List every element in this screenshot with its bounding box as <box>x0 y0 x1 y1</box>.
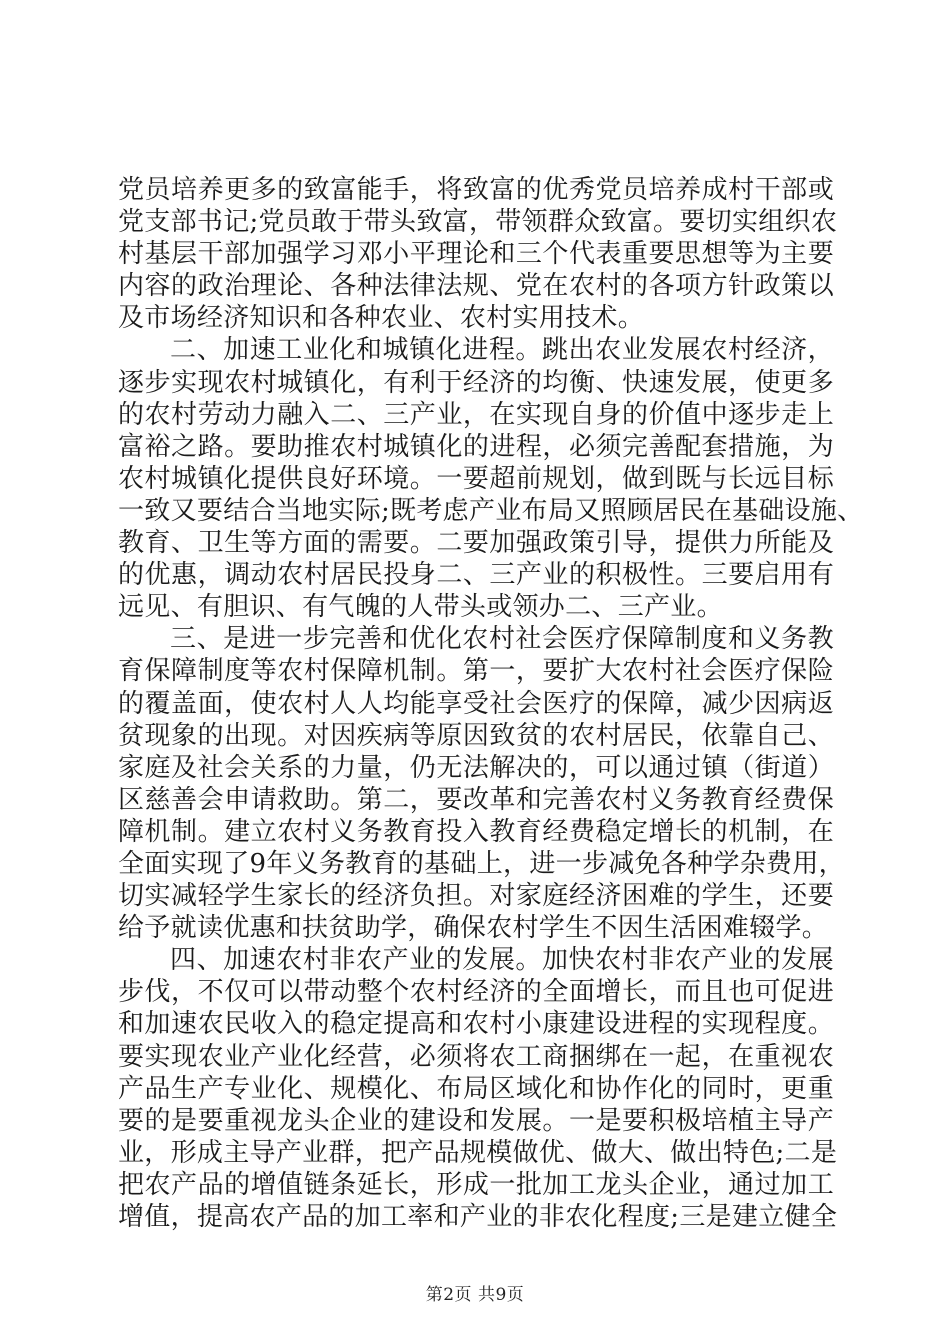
text-line: 要的是要重视龙头企业的建设和发展。一是要积极培植主导产 <box>118 1105 834 1136</box>
text-line: 要实现农业产业化经营，必须将农工商捆绑在一起，在重视农 <box>118 1041 834 1072</box>
text-line: 村基层干部加强学习邓小平理论和三个代表重要思想等为主要 <box>118 239 834 270</box>
text-line: 给予就读优惠和扶贫助学，确保农村学生不因生活困难辍学。 <box>118 913 829 944</box>
text-line: 步伐，不仅可以带动整个农村经济的全面增长，而且也可促进 <box>118 977 834 1008</box>
text-line: 区慈善会申请救助。第二，要改革和完善农村义务教育经费保 <box>118 784 834 815</box>
text-line: 的覆盖面，使农村人人均能享受社会医疗的保障，减少因病返 <box>118 688 834 719</box>
text-line: 贫现象的出现。对因疾病等原因致贫的农村居民，依靠自己、 <box>118 720 834 751</box>
paragraph-heading-line: 三、是进一步完善和优化农村社会医疗保障制度和义务教 <box>170 624 834 655</box>
text-line: 把农产品的增值链条延长，形成一批加工龙头企业，通过加工 <box>118 1169 834 1200</box>
text-line: 业，形成主导产业群，把产品规模做优、做大、做出特色;二是 <box>118 1137 838 1168</box>
text-line: 党支部书记;党员敢于带头致富，带领群众致富。要切实组织农 <box>118 207 838 238</box>
text-line: 和加速农民收入的稳定提高和农村小康建设进程的实现程度。 <box>118 1009 834 1040</box>
text-line: 育保障制度等农村保障机制。第一，要扩大农村社会医疗保险 <box>118 656 834 687</box>
text-line: 教育、卫生等方面的需要。二要加强政策引导，提供力所能及 <box>118 528 834 559</box>
text-line: 远见、有胆识、有气魄的人带头或领办二、三产业。 <box>118 592 723 623</box>
text-line: 及市场经济知识和各种农业、农村实用技术。 <box>118 303 645 334</box>
text-line: 的优惠，调动农村居民投身二、三产业的积极性。三要启用有 <box>118 560 834 591</box>
text-line: 一致又要结合当地实际;既考虑产业布局又照顾居民在基础设施、 <box>118 495 864 526</box>
text-line: 富裕之路。要助推农村城镇化的进程，必须完善配套措施，为 <box>118 431 834 462</box>
text-line: 障机制。建立农村义务教育投入教育经费稳定增长的机制，在 <box>118 816 834 847</box>
text-line: 农村城镇化提供良好环境。一要超前规划，做到既与长远目标 <box>118 463 834 494</box>
text-line: 切实减轻学生家长的经济负担。对家庭经济困难的学生，还要 <box>118 881 834 912</box>
text-line: 全面实现了9年义务教育的基础上，进一步减免各种学杂费用， <box>118 848 845 879</box>
paragraph-heading-line: 四、加速农村非农产业的发展。加快农村非农产业的发展 <box>170 945 834 976</box>
text-line: 逐步实现农村城镇化，有利于经济的均衡、快速发展，使更多 <box>118 367 834 398</box>
text-line: 家庭及社会关系的力量，仍无法解决的，可以通过镇（街道） <box>118 752 834 783</box>
text-line: 党员培养更多的致富能手，将致富的优秀党员培养成村干部或 <box>118 175 834 205</box>
text-line: 内容的政治理论、各种法律法规、党在农村的各项方针政策以 <box>118 271 834 302</box>
text-line: 产品生产专业化、规模化、布局区域化和协作化的同时，更重 <box>118 1073 834 1104</box>
text-line: 增值，提高农产品的加工率和产业的非农化程度;三是建立健全 <box>118 1202 838 1232</box>
page-number-footer: 第2页 共9页 <box>425 1285 525 1305</box>
paragraph-heading-line: 二、加速工业化和城镇化进程。跳出农业发展农村经济， <box>170 335 834 366</box>
document-body <box>118 174 864 1233</box>
text-line: 的农村劳动力融入二、三产业，在实现自身的价值中逐步走上 <box>118 399 834 430</box>
